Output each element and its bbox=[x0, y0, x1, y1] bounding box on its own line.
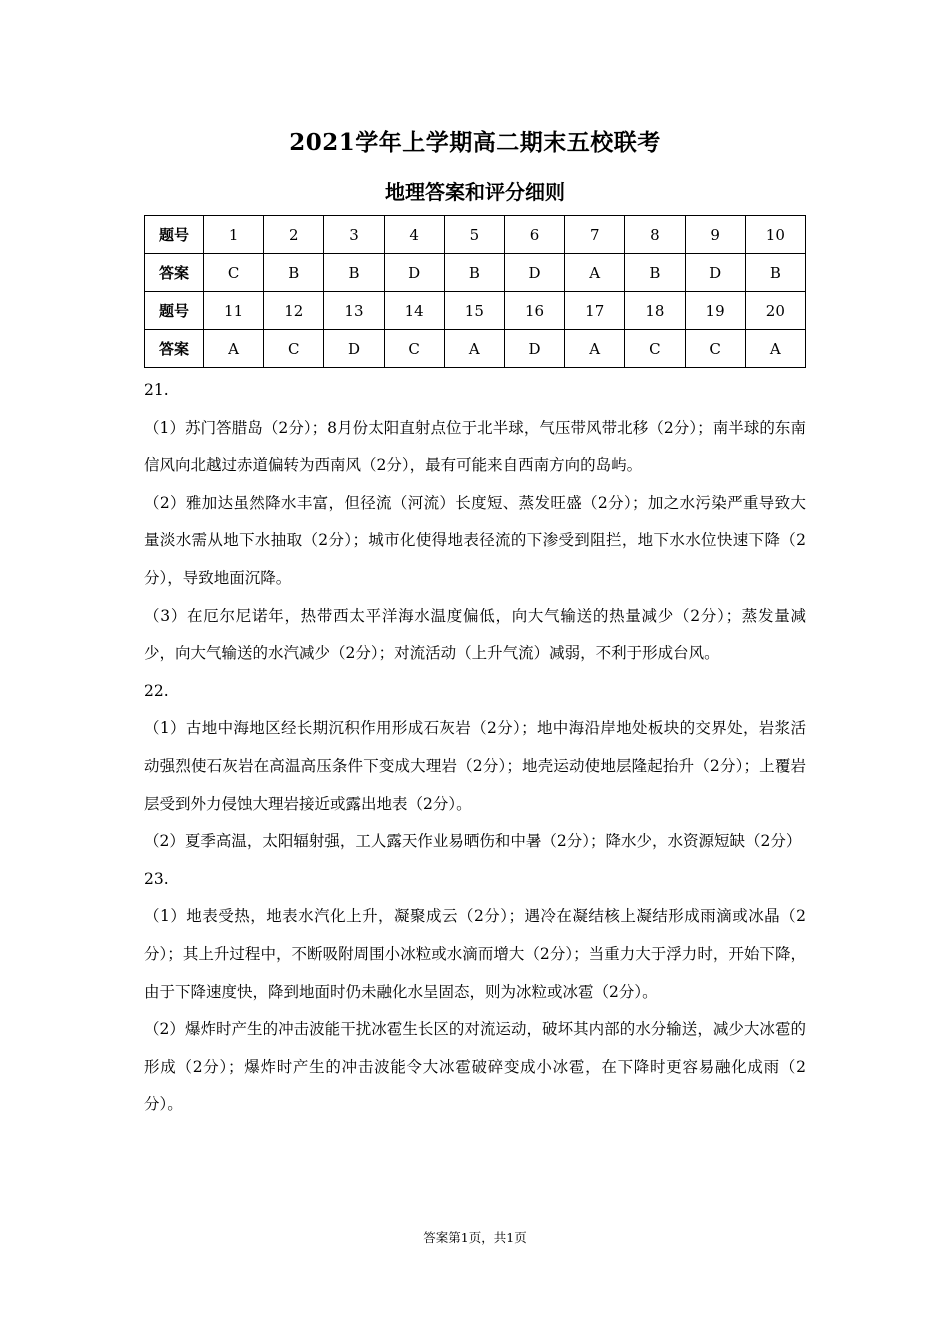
answer-cell: C bbox=[685, 330, 745, 368]
question-number: 17 bbox=[565, 292, 625, 330]
answer-cell: A bbox=[745, 330, 805, 368]
question-number: 10 bbox=[745, 216, 805, 254]
question-21-part-2: （2）雅加达虽然降水丰富，但径流（河流）长度短、蒸发旺盛（2分）；加之水污染严重导致大量淡水需从地下水抽取（2分）；城市化使得地表径流的下渗受到阻拦，地下水水位快速下降（2分），导致地面沉降。 bbox=[144, 493, 806, 587]
answer-cell: A bbox=[565, 330, 625, 368]
question-number: 7 bbox=[565, 216, 625, 254]
page-footer: 答案第1页，共1页 bbox=[423, 1230, 527, 1245]
question-number: 15 bbox=[444, 292, 504, 330]
page-title: 2021学年上学期高二期末五校联考 bbox=[289, 129, 661, 156]
answer-cell: B bbox=[264, 254, 324, 292]
answer-cell: D bbox=[384, 254, 444, 292]
question-21-number: 21. bbox=[144, 381, 169, 399]
answer-cell: B bbox=[324, 254, 384, 292]
question-number: 9 bbox=[685, 216, 745, 254]
question-number: 6 bbox=[504, 216, 564, 254]
question-number: 14 bbox=[384, 292, 444, 330]
answer-label: 答案 bbox=[145, 254, 204, 292]
answer-cell: C bbox=[384, 330, 444, 368]
question-23-part-1: （1）地表受热，地表水汽化上升，凝聚成云（2分）；遇冷在凝结核上凝结形成雨滴或冰晶（2分）；其上升过程中，不断吸附周围小冰粒或水滴而增大（2分）；当重力大于浮力时，开始下降，由于下降速度快，降到地面时仍未融化水呈固态，则为冰粒或冰雹（2分）。 bbox=[144, 907, 806, 1001]
question-label: 题号 bbox=[145, 292, 204, 330]
question-number: 4 bbox=[384, 216, 444, 254]
question-21-part-3: （3）在厄尔尼诺年，热带西太平洋海水温度偏低，向大气输送的热量减少（2分）；蒸发量减少，向大气输送的水汽减少（2分）；对流活动（上升气流）减弱，不利于形成台风。 bbox=[144, 606, 806, 663]
answer-cell: C bbox=[625, 330, 685, 368]
question-number: 8 bbox=[625, 216, 685, 254]
answer-table bbox=[144, 215, 806, 368]
answer-cell: D bbox=[324, 330, 384, 368]
question-row-2 bbox=[145, 292, 806, 330]
question-23-part-2: （2）爆炸时产生的冲击波能干扰冰雹生长区的对流运动，破坏其内部的水分输送，减少大冰雹的形成（2分）；爆炸时产生的冲击波能令大冰雹破碎变成小冰雹，在下降时更容易融化成雨（2分）。 bbox=[144, 1020, 806, 1114]
answer-cell: C bbox=[204, 254, 264, 292]
answer-label: 答案 bbox=[145, 330, 204, 368]
question-label: 题号 bbox=[145, 216, 204, 254]
answer-cell: B bbox=[745, 254, 805, 292]
answer-cell: A bbox=[204, 330, 264, 368]
answer-cell: D bbox=[504, 330, 564, 368]
answer-cell: D bbox=[504, 254, 564, 292]
question-number: 2 bbox=[264, 216, 324, 254]
question-number: 12 bbox=[264, 292, 324, 330]
question-22-number: 22. bbox=[144, 681, 169, 700]
question-number: 1 bbox=[204, 216, 264, 254]
answer-cell: B bbox=[444, 254, 504, 292]
answer-row-1 bbox=[145, 254, 806, 292]
question-number: 5 bbox=[444, 216, 504, 254]
question-22-part-1: （1）古地中海地区经长期沉积作用形成石灰岩（2分）；地中海沿岸地处板块的交界处，岩浆活动强烈使石灰岩在高温高压条件下变成大理岩（2分）；地壳运动使地层隆起抬升（2分）；上覆岩层受到外力侵蚀大理岩接近或露出地表（2分）。 bbox=[144, 719, 806, 813]
question-number: 20 bbox=[745, 292, 805, 330]
question-row-1 bbox=[145, 216, 806, 254]
question-number: 18 bbox=[625, 292, 685, 330]
question-number: 16 bbox=[504, 292, 564, 330]
answer-cell: A bbox=[565, 254, 625, 292]
answer-body bbox=[144, 372, 806, 1124]
answer-row-2 bbox=[145, 330, 806, 368]
answer-cell: C bbox=[264, 330, 324, 368]
question-21-part-1: （1）苏门答腊岛（2分）；8月份太阳直射点位于北半球，气压带风带北移（2分）；南半球的东南信风向北越过赤道偏转为西南风（2分），最有可能来自西南方向的岛屿。 bbox=[144, 418, 806, 475]
question-number: 3 bbox=[324, 216, 384, 254]
question-number: 19 bbox=[685, 292, 745, 330]
question-23-number: 23. bbox=[144, 869, 169, 888]
question-number: 13 bbox=[324, 292, 384, 330]
question-22-part-2: （2）夏季高温，太阳辐射强，工人露天作业易晒伤和中暑（2分）；降水少，水资源短缺（2分） bbox=[144, 832, 802, 851]
answer-cell: A bbox=[444, 330, 504, 368]
answer-cell: D bbox=[685, 254, 745, 292]
answer-cell: B bbox=[625, 254, 685, 292]
page-subtitle: 地理答案和评分细则 bbox=[385, 180, 565, 204]
question-number: 11 bbox=[204, 292, 264, 330]
